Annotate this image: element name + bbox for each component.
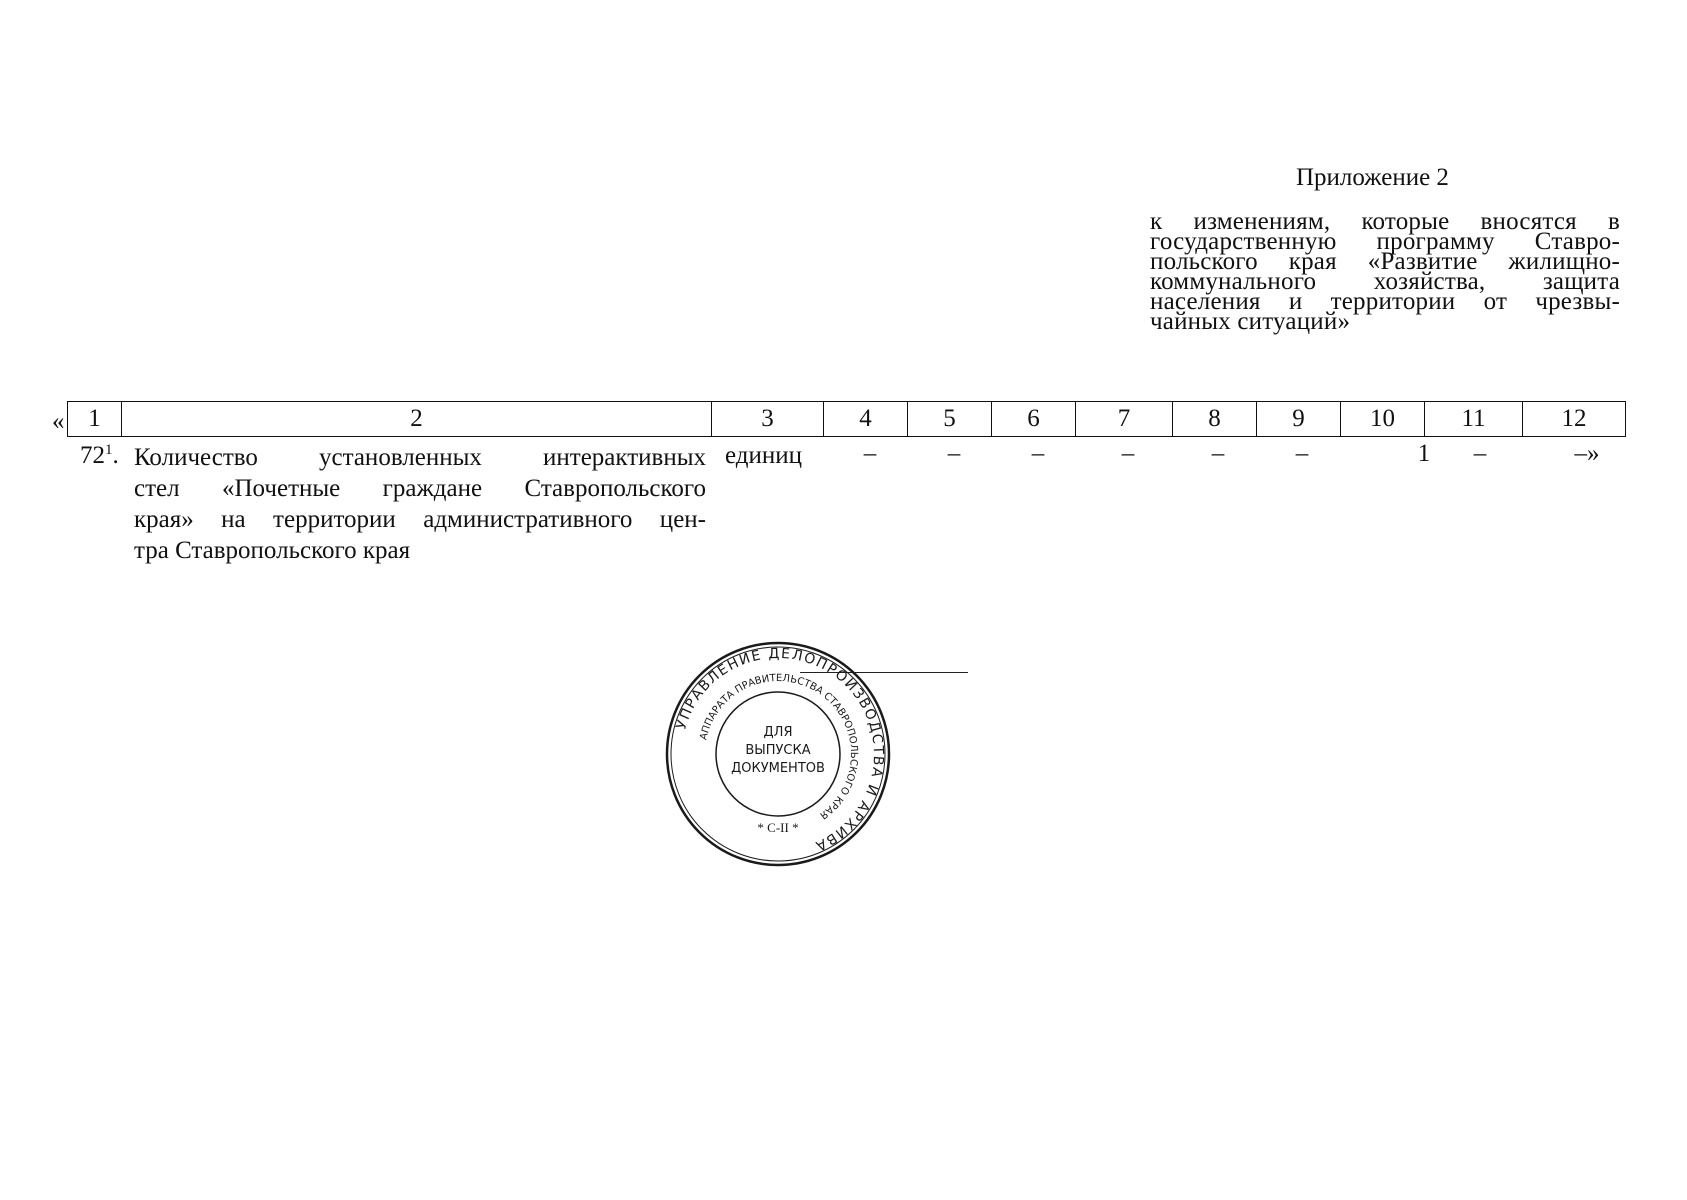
table-header-row — [68, 402, 1626, 437]
column-header: 4 — [824, 402, 908, 437]
appendix-line: коммунального хозяйства, защита — [1150, 268, 1620, 295]
stamp-inner-text: АППАРАТА ПРАВИТЕЛЬСТВА СТАВРОПОЛЬСКОГО КРАЯ — [698, 672, 860, 821]
column-header: 5 — [908, 402, 992, 437]
row-unit: единиц — [725, 442, 803, 469]
column-header: 10 — [1341, 402, 1425, 437]
row-value-col4: – — [863, 440, 877, 467]
column-header: 2 — [122, 402, 712, 437]
row-value-col5: – — [947, 440, 961, 467]
row-value-col10: 1 — [1417, 440, 1431, 467]
column-header: 3 — [712, 402, 824, 437]
column-header: 1 — [68, 402, 122, 437]
row-value-col6: – — [1031, 440, 1045, 467]
row-value-col9: – — [1295, 440, 1309, 467]
column-header: 12 — [1523, 402, 1626, 437]
stamp-center-line: ВЫПУСКА — [745, 743, 811, 758]
row-value-col12: –» — [1574, 440, 1600, 467]
table-open-quote: « — [52, 408, 65, 435]
appendix-line: государственную программу Ставро- — [1150, 228, 1620, 255]
appendix-line: населения и территории от чрезвы- — [1150, 288, 1620, 315]
row-value-col8: – — [1211, 440, 1225, 467]
stamp-center-line: ДЛЯ — [763, 725, 793, 740]
row-indicator-text — [134, 442, 706, 566]
appendix-title: Приложение 2 — [1296, 164, 1449, 191]
stamp-center-line: ДОКУМЕНТОВ — [731, 761, 825, 776]
appendix-subtitle — [1150, 208, 1620, 335]
row-text-line: края» на территории административного цен- — [134, 506, 706, 533]
row-number-superscript: 1 — [105, 442, 113, 458]
column-header: 9 — [1257, 402, 1341, 437]
stamp-code: * С-II * — [757, 820, 799, 835]
column-header: 6 — [992, 402, 1076, 437]
row-value-col7: – — [1121, 440, 1135, 467]
row-value-col11: – — [1473, 440, 1487, 467]
row-text-line: Количество установленных интерактивных — [134, 444, 706, 471]
column-header: 8 — [1173, 402, 1257, 437]
row-number — [80, 442, 119, 470]
row-text-line: стел «Почетные граждане Ставропольского — [134, 475, 706, 502]
stamp-outer-text: УПРАВЛЕНИЕ ДЕЛОПРОИЗВОДСТВА И АРХИВА — [673, 645, 887, 855]
column-header: 11 — [1425, 402, 1523, 437]
appendix-line: чайных ситуаций» — [1150, 308, 1351, 335]
appendix-line: к изменениям, которые вносятся в — [1150, 208, 1620, 235]
row-text-line: тра Ставропольского края — [134, 537, 411, 564]
column-header: 7 — [1076, 402, 1173, 437]
row-number-main: 72 — [80, 442, 105, 469]
appendix-line: польского края «Развитие жилищно- — [1150, 248, 1620, 275]
column-number-table — [67, 401, 1626, 437]
official-stamp — [664, 640, 892, 868]
row-number-suffix: . — [112, 442, 119, 469]
